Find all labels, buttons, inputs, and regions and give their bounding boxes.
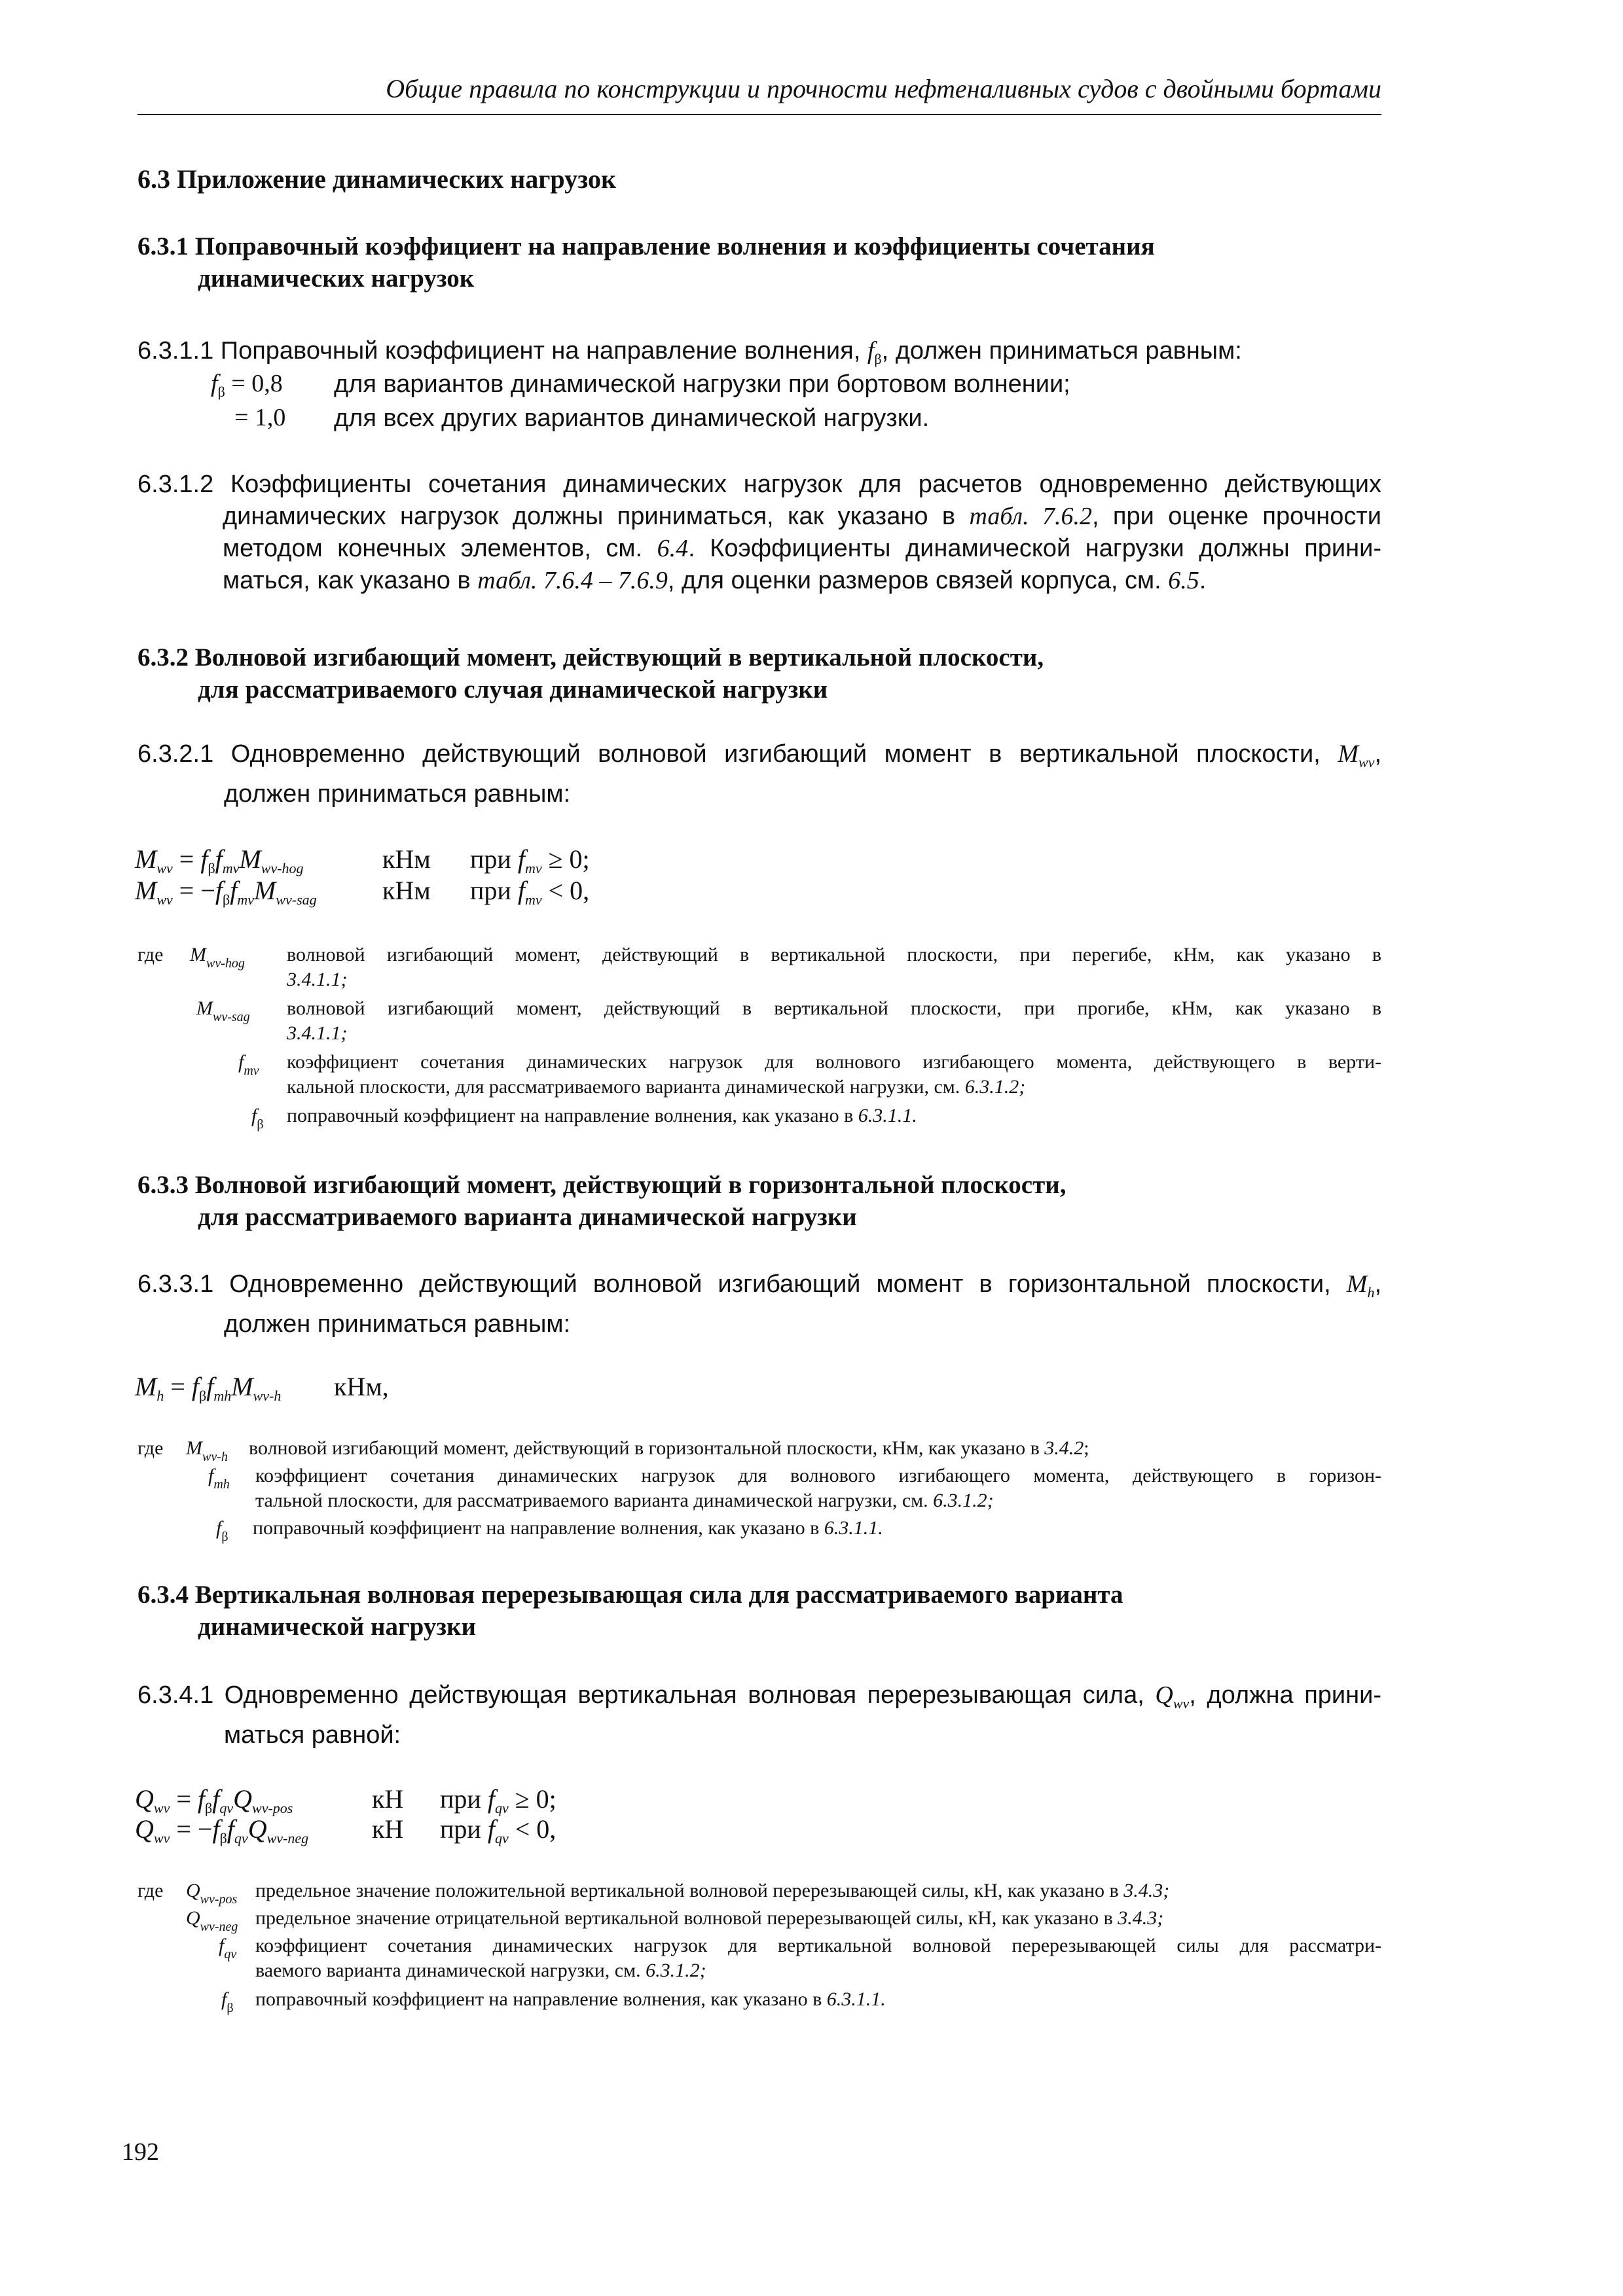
formula-unit: кНм,	[334, 1372, 389, 1401]
formula-unit: кН	[372, 1784, 404, 1814]
section-ref[interactable]: 6.3.1.2;	[964, 1076, 1026, 1098]
where-definition: волновой изгибающий момент, действующий в вертикальной плоскости, при прогибе, кНм, как указано в 3.4.1.1;	[287, 997, 1381, 1044]
where-symbol: $f_{mv}$	[238, 1051, 259, 1078]
subsection-6-3-4-title	[137, 1579, 1349, 1643]
where-symbol: $f_\beta$	[251, 1105, 264, 1132]
section-ref[interactable]: 3.4.1.1;	[287, 969, 348, 990]
coef-row-1-text: для вариантов динамической нагрузки при бортовом волнении;	[334, 370, 1070, 398]
formula-condition: при $f_{qv} \ge 0$;	[440, 1784, 556, 1816]
section-ref[interactable]: 3.4.3;	[1118, 1907, 1164, 1929]
section-ref[interactable]: 3.4.2	[1044, 1437, 1084, 1459]
coef-row-2: = 1,0	[234, 404, 286, 431]
para-line-2: должен приниматься равным:	[224, 780, 571, 808]
where-symbol: $M_{wv-hog}$	[190, 944, 245, 971]
header-rule	[137, 114, 1381, 115]
para-line-1: 6.3.2.1 Одновременно действующий волновой изгибающий момент в вертикальной плоскости, $M_{wv}$,	[137, 740, 1382, 770]
section-ref[interactable]: 6.3.1.1.	[824, 1517, 883, 1539]
title-line-1: 6.3.1 Поправочный коэффициент на направление волнения и коэффициенты сочетания	[137, 232, 1155, 260]
formula-unit: кНм	[382, 844, 431, 874]
formula-qwv-neg: $Q_{wv} = -f_\beta f_{qv}Q_{wv-neg}$	[135, 1814, 309, 1846]
para-line-1: 6.3.3.1 Одновременно действующий волновой изгибающий момент в горизонтальной плоскости, $M_h$,	[137, 1270, 1381, 1300]
title-line-2: динамической нагрузки	[198, 1613, 476, 1641]
paragraph-6-3-1-2	[137, 469, 1381, 597]
running-header: Общие правила по конструкции и прочности нефтеналивных судов с двойными бортами	[386, 74, 1381, 103]
formula-mwv-hog: $M_{wv} = f_\beta f_{mv}M_{wv-hog}$	[135, 844, 304, 876]
subsection-6-3-2-title	[137, 641, 1349, 706]
para-line-1: 6.3.4.1 Одновременно действующая вертикальная волновая перерезывающая сила, $Q_{wv}$, должна прини-	[137, 1681, 1381, 1712]
section-ref[interactable]: 6.3.1.1.	[826, 1988, 886, 2010]
paragraph-6-3-3-1	[137, 1268, 1381, 1340]
where-label: где	[137, 1437, 164, 1459]
title-line-2: для рассматриваемого варианта динамической нагрузки	[198, 1203, 857, 1231]
formula-condition: при $f_{mv} < 0$,	[470, 876, 590, 908]
table-ref[interactable]: табл. 7.6.2	[969, 503, 1092, 530]
where-label: где	[137, 944, 164, 965]
para-line-4: маться, как указано в табл. 7.6.4 – 7.6.9, для оценки размеров связей корпуса, см. 6.5.	[223, 567, 1207, 594]
para-text: 6.3.1.1 Поправочный коэффициент на направление волнения,	[137, 337, 861, 365]
where-symbol: $f_{mh}$	[208, 1465, 230, 1492]
symbol-f-beta: $f_\beta$	[211, 370, 225, 400]
formula-mh: $M_h = f_\beta f_{mh}M_{wv-h}$	[135, 1372, 282, 1404]
where-definition: поправочный коэффициент на направление волнения, как указано в 6.3.1.1.	[287, 1105, 917, 1126]
coef-row-1	[211, 368, 283, 407]
title-line-2: для рассматриваемого случая динамической нагрузки	[198, 675, 828, 704]
where-definition: поправочный коэффициент на направление волнения, как указано в 6.3.1.1.	[253, 1517, 883, 1539]
para-line-3: методом конечных элементов, см. 6.4. Коэффициенты динамической нагрузки должны прини-	[223, 535, 1381, 562]
where-symbol: $Q_{wv-pos}$	[186, 1880, 238, 1907]
where-symbol: $f_\beta$	[221, 1988, 234, 2015]
formula-unit: кН	[372, 1814, 404, 1844]
section-ref[interactable]: 6.3.1.2;	[933, 1490, 994, 1511]
where-definition: предельное значение положительной вертикальной волновой перерезывающей силы, кН, как указано в 3.4.3;	[255, 1880, 1170, 1901]
symbol-q-wv: $Q_{wv}$	[1155, 1681, 1190, 1712]
where-definition: волновой изгибающий момент, действующий в горизонтальной плоскости, кНм, как указано в 3.4.2;	[249, 1437, 1089, 1459]
where-symbol: $f_\beta$	[216, 1517, 228, 1544]
title-line-1: 6.3.4 Вертикальная волновая перерезывающая сила для рассматриваемого варианта	[137, 1581, 1123, 1609]
subsection-6-3-1-title	[137, 230, 1349, 295]
formula-condition: при $f_{qv} < 0$,	[440, 1814, 556, 1846]
coef-value: = 0,8	[231, 370, 283, 397]
formula-mwv-sag: $M_{wv} = -f_\beta f_{mv}M_{wv-sag}$	[135, 876, 317, 908]
where-definition: коэффициент сочетания динамических нагрузок для волнового изгибающего момента, действующего в горизон- тальной плоскости, для рассматриваемого варианта динамической нагрузки, см. 6.3.1.2;	[255, 1465, 1381, 1511]
coef-row-2-text: для всех других вариантов динамической нагрузки.	[334, 404, 930, 432]
section-ref[interactable]: 6.5	[1168, 567, 1199, 594]
where-label: где	[137, 1880, 164, 1901]
where-symbol: $M_{wv-sag}$	[196, 997, 250, 1024]
formula-condition: при $f_{mv} \ge 0$;	[470, 844, 590, 876]
symbol-m-h: $M_h$	[1346, 1270, 1375, 1300]
para-line-2: маться равной:	[224, 1721, 401, 1749]
where-symbol: $M_{wv-h}$	[186, 1437, 228, 1464]
section-ref[interactable]: 3.4.3;	[1123, 1880, 1170, 1901]
title-line-2: динамических нагрузок	[198, 264, 475, 293]
where-definition: коэффициент сочетания динамических нагрузок для вертикальной волновой перерезывающей силы для рассматри- ваемого варианта динамической нагрузки, см. 6.3.1.2;	[255, 1935, 1381, 1981]
where-definition: поправочный коэффициент на направление волнения, как указано в 6.3.1.1.	[255, 1988, 886, 2010]
formula-unit: кНм	[382, 876, 431, 905]
symbol-f-beta: $f_\beta$	[867, 337, 882, 367]
paragraph-6-3-4-1	[137, 1679, 1381, 1751]
where-definition: предельное значение отрицательной вертикальной волновой перерезывающей силы, кН, как указано в 3.4.3;	[255, 1907, 1164, 1929]
page-number: 192	[122, 2138, 159, 2166]
symbol-m-wv: $M_{wv}$	[1338, 740, 1375, 770]
para-line-2: динамических нагрузок должны приниматься, как указано в табл. 7.6.2, при оценке прочности	[223, 503, 1381, 530]
para-line-2: должен приниматься равным:	[224, 1310, 571, 1338]
where-symbol: $Q_{wv-neg}$	[186, 1907, 238, 1934]
section-ref[interactable]: 3.4.1.1;	[287, 1022, 348, 1044]
para-text-tail: , должен приниматься равным:	[881, 337, 1242, 365]
subsection-6-3-3-title	[137, 1169, 1349, 1233]
section-title: 6.3 Приложение динамических нагрузок	[137, 164, 617, 194]
formula-qwv-pos: $Q_{wv} = f_\beta f_{qv}Q_{wv-pos}$	[135, 1784, 293, 1816]
section-ref[interactable]: 6.3.1.2;	[646, 1960, 706, 1981]
title-line-1: 6.3.3 Волновой изгибающий момент, действующий в горизонтальной плоскости,	[137, 1171, 1067, 1199]
para-line-1: 6.3.1.2 Коэффициенты сочетания динамических нагрузок для расчетов одновременно действующих	[137, 471, 1381, 498]
section-ref[interactable]: 6.4	[657, 535, 689, 562]
where-definition: волновой изгибающий момент, действующий в вертикальной плоскости, при перегибе, кНм, как указано в 3.4.1.1;	[287, 944, 1381, 990]
paragraph-6-3-2-1	[137, 738, 1381, 810]
where-symbol: $f_{qv}$	[219, 1935, 237, 1962]
title-line-1: 6.3.2 Волновой изгибающий момент, действующий в вертикальной плоскости,	[137, 643, 1044, 672]
section-ref[interactable]: 6.3.1.1.	[858, 1105, 917, 1126]
table-ref[interactable]: табл. 7.6.4 – 7.6.9	[477, 567, 668, 594]
where-definition: коэффициент сочетания динамических нагрузок для волнового изгибающего момента, действующего в верти- кальной плоскости, для рассматриваемого варианта динамической нагрузки, см. 6.3.1.2;	[287, 1051, 1381, 1098]
